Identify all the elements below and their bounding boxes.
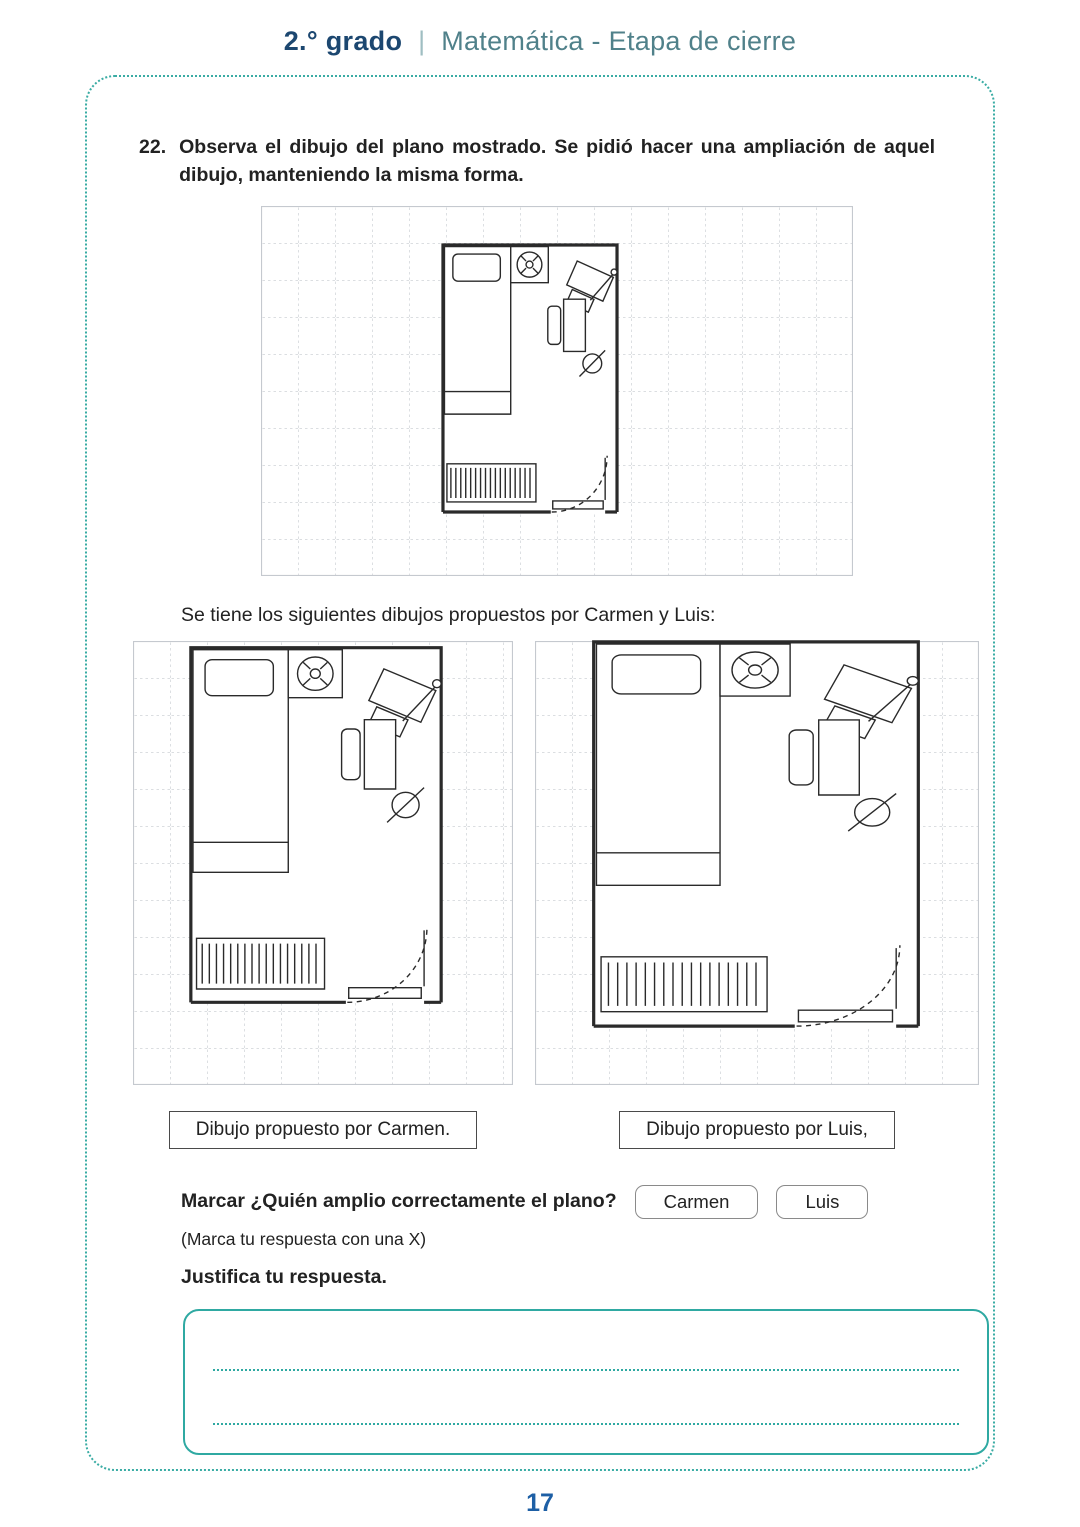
marking-hint: (Marca tu respuesta con una X) [181,1228,427,1249]
original-plan-panel [261,206,853,576]
question-text: Observa el dibujo del plano mostrado. Se pidió hacer una ampliación de aquel dibujo, manteniendo la misma forma. [179,136,935,187]
marking-prompt: Marcar ¿Quién amplio correctamente el plano? [181,1190,617,1213]
caption-carmen: Dibujo propuesto por Carmen. [169,1111,478,1149]
intro-text: Se tiene los siguientes dibujos propuestos por Carmen y Luis: [181,603,716,626]
carmen-plan-panel [133,641,513,1085]
floor-plan-carmen [188,645,444,1005]
answer-line-1[interactable] [213,1369,959,1371]
page-number: 17 [526,1489,554,1517]
marking-row [181,1185,993,1219]
floor-plan-original [441,243,619,514]
answer-line-2[interactable] [213,1423,959,1425]
captions-row [133,1111,993,1149]
page-header [0,0,1080,57]
caption-luis: Dibujo propuesto por Luis, [619,1111,895,1149]
content-frame [85,75,995,1471]
question-block [139,133,935,190]
proposed-plans-row [133,641,993,1085]
question-number: 22. [139,136,167,158]
subject-label: Matemática - Etapa de cierre [441,26,797,56]
grade-label: 2.° grado [283,26,403,56]
justify-label: Justifica tu respuesta. [181,1265,387,1288]
option-button-luis[interactable]: Luis [776,1185,868,1219]
floor-plan-luis [590,639,922,1029]
option-button-carmen[interactable]: Carmen [635,1185,759,1219]
header-divider: | [418,26,426,56]
luis-plan-panel [535,641,979,1085]
answer-box[interactable] [183,1309,989,1455]
